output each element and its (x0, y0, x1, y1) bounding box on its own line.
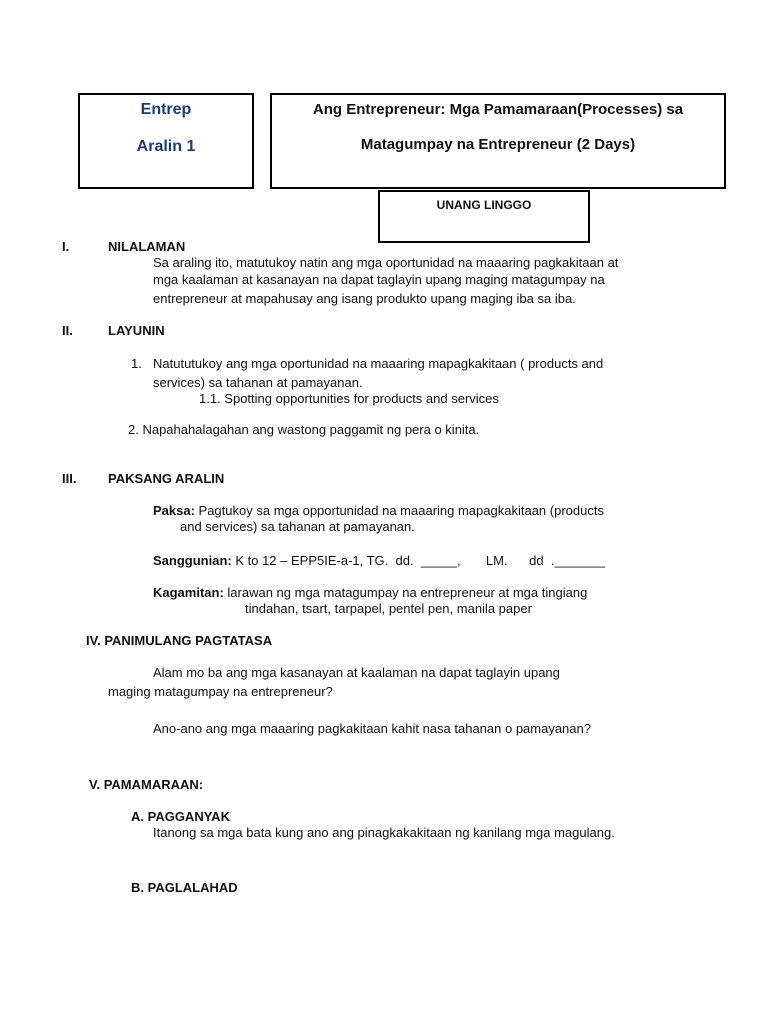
kagamitan-line-2: tindahan, tsart, tarpapel, pentel pen, manila paper (245, 601, 532, 616)
pretest-question-1-line-2: maging matagumpay na entrepreneur? (108, 684, 333, 699)
sanggunian-line (153, 552, 605, 569)
paksa-text: Pagtukoy sa mga opportunidad na maaaring mapagkakitaan (products (194, 503, 604, 518)
section-3-number: III. (62, 471, 77, 486)
objective-1-line-1: Natututukoy ang mga oportunidad na maaaring mapagkakitaan ( products and (153, 356, 604, 371)
paksa-label: Paksa: (153, 503, 195, 518)
objective-2: 2. Napahahalagahan ang wastong paggamit ng pera o kinita. (128, 422, 480, 437)
section-5-heading: V. PAMAMARAAN: (89, 777, 204, 792)
kagamitan-label: Kagamitan: (153, 585, 224, 600)
section-2-heading: LAYUNIN (108, 323, 165, 338)
subsection-a-text: Itanong sa mga bata kung ano ang pinagkakakitaan ng kanilang mga magulang. (153, 825, 615, 840)
objective-1-number: 1. (131, 356, 142, 371)
lesson-label: Aralin 1 (136, 138, 196, 155)
section-1-line-1: Sa araling ito, matutukoy natin ang mga oportunidad na maaaring pagkakitaan at (153, 255, 619, 270)
lesson-title-line2: Matagumpay na Entrepreneur (2 Days) (360, 136, 636, 153)
kagamitan-text: larawan ng mga matagumpay na entrepreneur at mga tingiang (223, 585, 588, 600)
paksa-line-2: and services) sa tahanan at pamayanan. (180, 519, 415, 534)
paksa-line-1 (153, 502, 604, 519)
objective-1-line-2: services) sa tahanan at pamayanan. (153, 375, 363, 390)
week-label: UNANG LINGGO (436, 198, 532, 212)
section-1-line-3: entrepreneur at mapahusay ang isang produkto upang maging iba sa iba. (153, 291, 576, 306)
lesson-title-line1: Ang Entrepreneur: Mga Pamamaraan(Processes) sa (312, 101, 684, 118)
subject-label: Entrep (140, 101, 192, 118)
section-2-number: II. (62, 323, 73, 338)
section-3-heading: PAKSANG ARALIN (108, 471, 225, 486)
section-1-number: I. (62, 239, 70, 254)
pretest-question-2: Ano-ano ang mga maaaring pagkakitaan kahit nasa tahanan o pamayanan? (153, 721, 591, 736)
subsection-a-heading: A. PAGGANYAK (131, 809, 230, 824)
pretest-question-1-line-1: Alam mo ba ang mga kasanayan at kaalaman na dapat taglayin upang (153, 665, 560, 680)
section-1-line-2: mga kaalaman at kasanayan na dapat taglayin upang maging matagumpay na (153, 272, 605, 287)
section-4-heading: IV. PANIMULANG PAGTATASA (86, 633, 273, 648)
subsection-b-heading: B. PAGLALAHAD (131, 880, 238, 895)
section-1-heading: NILALAMAN (108, 239, 186, 254)
sanggunian-text: K to 12 – EPP5IE-a-1, TG. dd. _____, LM. dd ._______ (231, 553, 606, 568)
sanggunian-label: Sanggunian: (153, 553, 232, 568)
kagamitan-line-1 (153, 584, 587, 601)
objective-1-1: 1.1. Spotting opportunities for products and services (199, 391, 499, 406)
